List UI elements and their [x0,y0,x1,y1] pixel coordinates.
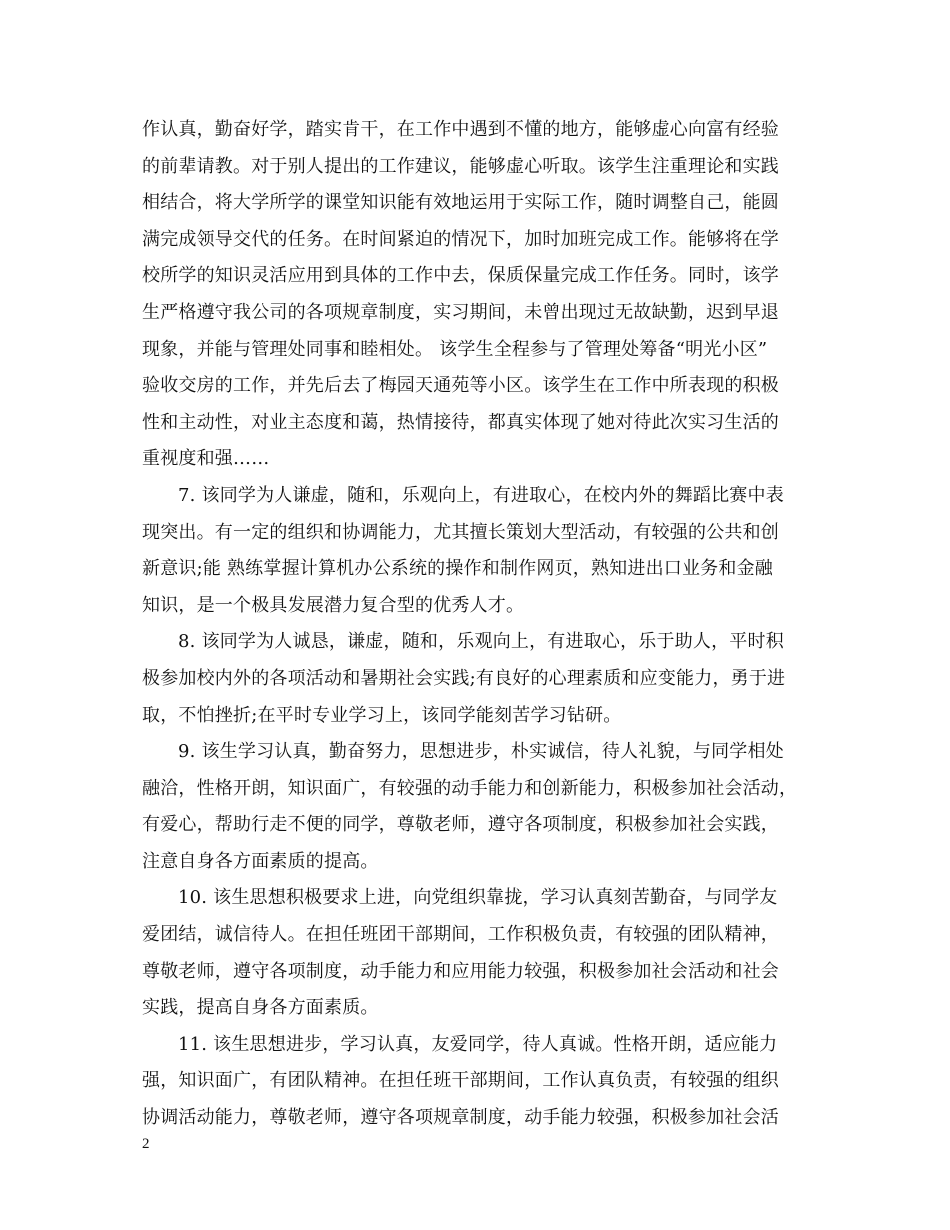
text-line: 知识，是一个极具发展潜力复合型的优秀人才。 [142,594,525,616]
text-line: 融洽，性格开朗，知识面广，有较强的动手能力和创新能力，积极参加社会活动， [142,777,798,799]
text-line: 实践，提高自身各方面素质。 [142,997,379,1019]
text-line: 取，不怕挫折;在平时专业学习上，该同学能刻苦学习钻研。 [142,704,622,726]
text-line: 性和主动性，对业主态度和蔼，热情接待，都真实体现了她对待此次实习生活的 [142,411,779,433]
paragraph [142,734,810,880]
text-line: 验收交房的工作，并先后去了梅园天通苑等小区。该学生在工作中所表现的积极 [142,375,779,397]
document-body [142,112,810,1137]
text-line: 8. 该同学为人诚恳，谦虚，随和，乐观向上，有进取心，乐于助人，平时积 [178,631,784,653]
text-line: 协调活动能力，尊敬老师，遵守各项规章制度，动手能力较强，积极参加社会活 [142,1107,779,1129]
text-line: 注意自身各方面素质的提高。 [142,850,379,872]
text-line: 11. 该生思想进步，学习认真，友爱同学，待人真诚。性格开朗，适应能力 [178,1033,778,1055]
text-line: 爱团结，诚信待人。在担任班团干部期间，工作积极负责，有较强的团队精神， [142,924,779,946]
text-line: 生严格遵守我公司的各项规章制度，实习期间，未曾出现过无故缺勤，迟到早退 [142,301,779,323]
text-line: 9. 该生学习认真，勤奋努力，思想进步，朴实诚信，待人礼貌，与同学相处 [178,741,784,763]
paragraph [142,478,810,624]
text-line: 极参加校内外的各项活动和暑期社会实践;有良好的心理素质和应变能力，勇于进 [142,667,786,689]
text-line: 10. 该生思想积极要求上进，向党组织靠拢，学习认真刻苦勤奋，与同学友 [178,887,778,909]
paragraph [142,624,810,734]
text-line: 有爱心，帮助行走不便的同学，尊敬老师，遵守各项制度，积极参加社会实践， [142,814,779,836]
paragraph [142,112,810,478]
text-line: 现突出。有一定的组织和协调能力，尤其擅长策划大型活动，有较强的公共和创 [142,521,779,543]
paragraph [142,1027,810,1137]
text-line: 作认真，勤奋好学，踏实肯干，在工作中遇到不懂的地方，能够虚心向富有经验 [142,119,779,140]
text-line: 的前辈请教。对于别人提出的工作建议，能够虚心听取。该学生注重理论和实践 [142,155,779,177]
text-line: 7. 该同学为人谦虚，随和，乐观向上，有进取心，在校内外的舞蹈比赛中表 [178,484,784,506]
text-line: 新意识;能 熟练掌握计算机办公系统的操作和制作网页，熟知进出口业务和金融 [142,558,773,580]
text-line: 满完成领导交代的任务。在时间紧迫的情况下，加时加班完成工作。能够将在学 [142,228,779,250]
text-line: 重视度和强…… [142,448,270,470]
page-number: 2 [142,1136,150,1152]
text-line: 相结合，将大学所学的课堂知识能有效地运用于实际工作，随时调整自己，能圆 [142,192,779,214]
text-line: 现象，并能与管理处同事和睦相处。 该学生全程参与了管理处筹备“明光小区” [142,338,768,360]
paragraph [142,880,810,1026]
text-line: 强，知识面广，有团队精神。在担任班干部期间，工作认真负责，有较强的组织 [142,1070,779,1092]
text-line: 校所学的知识灵活应用到具体的工作中去，保质保量完成工作任务。同时，该学 [142,265,779,287]
text-line: 尊敬老师，遵守各项制度，动手能力和应用能力较强，积极参加社会活动和社会 [142,960,779,982]
